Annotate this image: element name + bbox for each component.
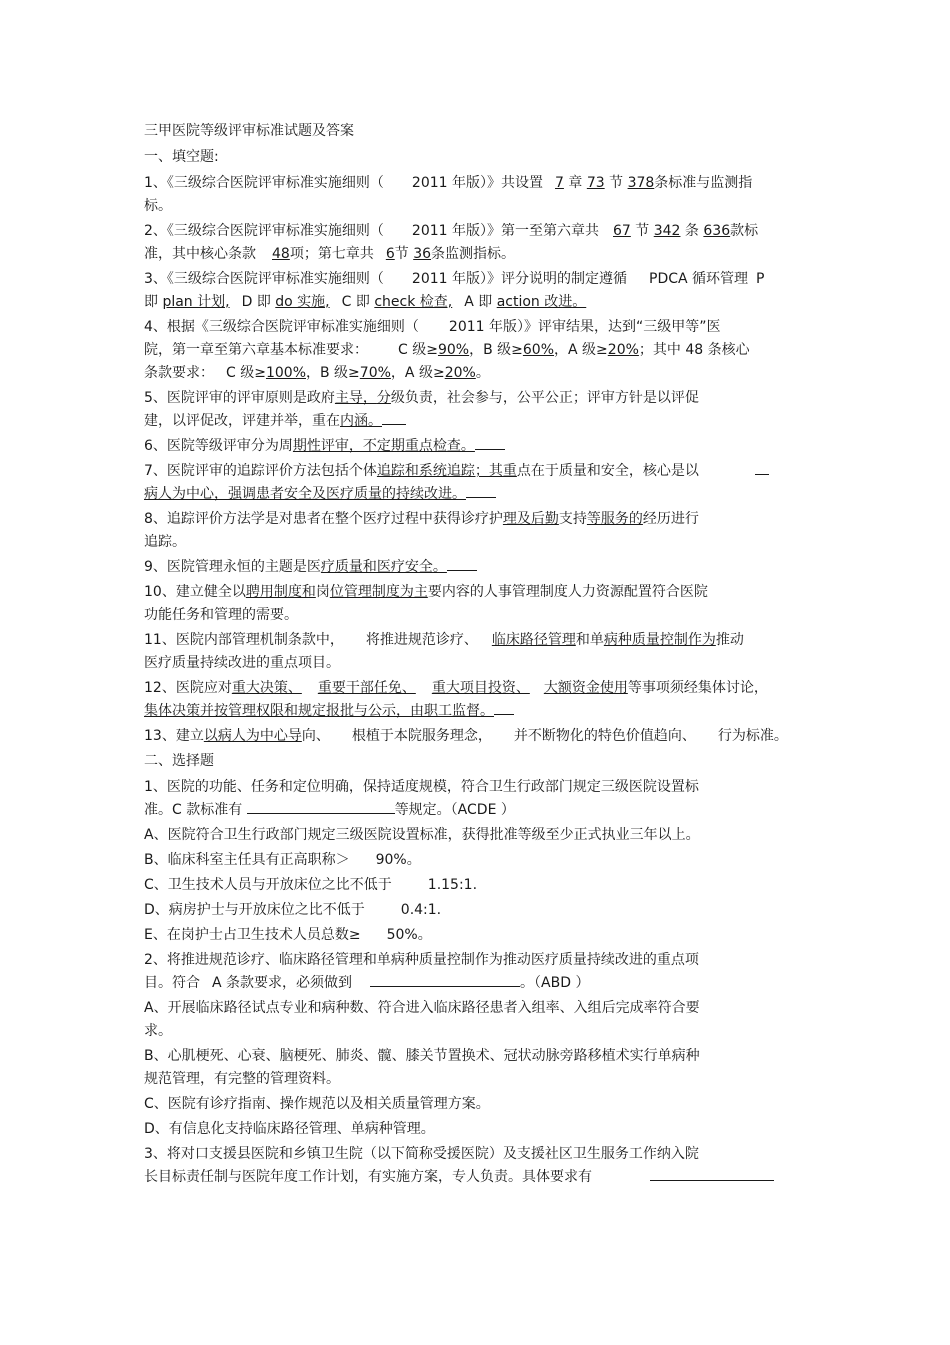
fill-question-1 bbox=[144, 172, 814, 218]
text-line: 8、追踪评价方法学是对患者在整个医疗过程中获得诊疗护理及后勤支持等服务的经历进行 bbox=[144, 511, 699, 527]
option-c: C、医院有诊疗指南、操作规范以及相关质量管理方案。 bbox=[144, 1096, 490, 1112]
section-choice-heading: 二、选择题 bbox=[144, 753, 214, 769]
text-line: 长目标责任制与医院年度工作计划，有实施方案，专人负责。具体要求有 bbox=[144, 1166, 814, 1189]
text-line: 即 plan 计划, D 即 do 实施, C 即 check 检查, A 即 action 改进。 bbox=[144, 294, 587, 310]
fill-question-6 bbox=[144, 435, 814, 458]
answer: 重要干部任免、 bbox=[317, 680, 416, 696]
answer: 内涵。 bbox=[340, 413, 382, 429]
answer: 342 bbox=[653, 223, 681, 239]
text-line: 1、医院的功能、任务和定位明确，保持适度规模，符合卫生行政部门规定三级医院设置标 bbox=[144, 779, 699, 795]
document-content bbox=[144, 120, 814, 1191]
text-line: 目。符合 A 条款要求，必须做到 。（ABD ） bbox=[144, 972, 814, 995]
text-line: 2、《三级综合医院评审标准实施细则（ 2011 年版）》第一至第六章共 67 节 342 条 636款标 bbox=[144, 223, 759, 239]
underline-blank bbox=[475, 435, 505, 450]
answer: 60% bbox=[522, 342, 555, 358]
option-a: A、开展临床路径试点专业和病种数、符合进入临床路径患者入组率、入组后完成率符合要 求。 bbox=[144, 1000, 700, 1039]
text-line bbox=[144, 700, 814, 723]
text-line: 6、医院等级评审分为周期性评审，不定期重点检查。 bbox=[144, 435, 814, 458]
answer: 重大项目投资、 bbox=[431, 680, 530, 696]
answer: 6 bbox=[385, 246, 395, 262]
underline-blank bbox=[755, 460, 769, 475]
text-line: 13、建立以病人为中心导向、 根植于本院服务理念， 并不断物化的特色价值趋向、 行为标准。 bbox=[144, 728, 788, 744]
answer: 重大决策、 bbox=[231, 680, 302, 696]
answer: 378 bbox=[627, 175, 655, 191]
answer: 636 bbox=[703, 223, 731, 239]
fill-question-5 bbox=[144, 387, 814, 433]
underline-blank bbox=[466, 483, 496, 498]
answer: 7 bbox=[555, 175, 564, 191]
choice-question-3 bbox=[144, 1143, 814, 1189]
fill-question-13 bbox=[144, 725, 814, 748]
text-line: 条款要求： C 级≥100%，B 级≥70%，A 级≥20%。 bbox=[144, 365, 490, 381]
answer: 70% bbox=[359, 365, 391, 381]
text-line: 2、将推进规范诊疗、临床路径管理和单病种质量控制作为推动医疗质量持续改进的重点项 bbox=[144, 952, 699, 968]
option-d: D、有信息化支持临床路径管理、单病种管理。 bbox=[144, 1121, 435, 1137]
document-title: 三甲医院等级评审标准试题及答案 bbox=[144, 123, 354, 139]
answer: 以病人为中心导 bbox=[203, 728, 302, 744]
section-fill-heading: 一、填空题: bbox=[144, 149, 219, 165]
fill-question-4 bbox=[144, 316, 814, 385]
answer: 病种质量控制作为 bbox=[603, 632, 716, 648]
option-d: D、病房护士与开放床位之比不低于 0.4:1. bbox=[144, 902, 442, 918]
answer: plan 计划, bbox=[162, 294, 230, 310]
answer: 疗质量和医疗安全。 bbox=[320, 559, 447, 575]
fill-question-2 bbox=[144, 220, 814, 266]
option-b: B、心肌梗死、心衰、脑梗死、肺炎、髋、膝关节置换术、冠状动脉旁路移植术实行单病种 规范管理，有完整的管理资料。 bbox=[144, 1048, 700, 1087]
option-b: B、临床科室主任具有正高职称＞ 90%。 bbox=[144, 852, 421, 868]
underline-blank bbox=[447, 556, 477, 571]
text-line: 3、将对口支援县医院和乡镇卫生院（以下简称受援医院）及支援社区卫生服务工作纳入院 bbox=[144, 1146, 699, 1162]
text-line: 7、医院评审的追踪评价方法包括个体追踪和系统追踪；其重点在于质量和安全，核心是以 bbox=[144, 460, 814, 483]
fill-question-10 bbox=[144, 581, 814, 627]
text-line: 建，以评促改，评建并举，重在内涵。 bbox=[144, 410, 814, 433]
answer: 48 bbox=[272, 246, 290, 262]
answer: 分 bbox=[376, 390, 391, 406]
text-line bbox=[144, 483, 814, 506]
answer: 73 bbox=[586, 175, 605, 191]
option-c: C、卫生技术人员与开放床位之比不低于 1.15:1. bbox=[144, 877, 478, 893]
text-line: 准。C 款标准有 等规定。（ACDE ） bbox=[144, 799, 814, 822]
answer: 20% bbox=[607, 342, 639, 358]
text-line: 3、《三级综合医院评审标准实施细则（ 2011 年版）》评分说明的制定遵循 PDCA 循环管理 P bbox=[144, 271, 765, 287]
text-line: 标。 bbox=[144, 198, 172, 214]
choice-question-1 bbox=[144, 776, 814, 822]
fill-question-11 bbox=[144, 629, 814, 675]
option-e: E、在岗护士占卫生技术人员总数≥ 50%。 bbox=[144, 927, 432, 943]
answer: check 检查, bbox=[374, 294, 453, 310]
answer: 病人为中心， bbox=[144, 486, 228, 502]
text-line: 1、《三级综合医院评审标准实施细则（ 2011 年版）》共设置 7 章 73 节 378条标准与监测指 bbox=[144, 175, 753, 191]
answer: 聘用制度和 bbox=[245, 584, 316, 600]
option-a: A、医院符合卫生行政部门规定三级医院设置标准，获得批准等级至少正式执业三年以上。 bbox=[144, 827, 700, 843]
fill-question-9 bbox=[144, 556, 814, 579]
answer-blank bbox=[247, 799, 395, 814]
choice-question-2 bbox=[144, 949, 814, 995]
fill-question-8 bbox=[144, 508, 814, 554]
text-line: 9、医院管理永恒的主题是医疗质量和医疗安全。 bbox=[144, 556, 814, 579]
answer: 20% bbox=[444, 365, 476, 381]
text-line: 院，第一章至第六章基本标准要求： C 级≥90%，B 级≥60%，A 级≥20%；其中 48 条核心 bbox=[144, 342, 750, 358]
underline-blank bbox=[494, 700, 514, 715]
answer: 主导， bbox=[334, 390, 377, 406]
answer: 100% bbox=[265, 365, 306, 381]
text-line: 11、医院内部管理机制条款中， 将推进规范诊疗、 临床路径管理和单病种质量控制作为推动 bbox=[144, 632, 744, 648]
answer: action 改进。 bbox=[496, 294, 587, 310]
answer: 强调患者安全及医疗质量的持续改进。 bbox=[228, 486, 466, 502]
fill-question-3 bbox=[144, 268, 814, 314]
answer-blank bbox=[370, 972, 520, 987]
answer: 临床路径管理 bbox=[491, 632, 576, 648]
text-line: 准，其中核心条款 48项；第七章共 6节 36条监测指标。 bbox=[144, 246, 516, 262]
answer: 大额资金使用 bbox=[543, 680, 628, 696]
text-line: 医疗质量持续改进的重点项目。 bbox=[144, 655, 340, 671]
answer: 集体决策并按管理权限和规定报批与公示，由职工监督。 bbox=[144, 703, 494, 719]
answer: 追踪和系统追踪；其重 bbox=[376, 463, 517, 479]
answer: 等服务的 bbox=[586, 511, 643, 527]
answer: 90% bbox=[437, 342, 470, 358]
answer-blank bbox=[650, 1166, 774, 1181]
text-line: 4、根据《三级综合医院评审标准实施细则（ 2011 年版）》评审结果，达到“三级甲等”医 bbox=[144, 319, 721, 335]
answer: do 实施, bbox=[275, 294, 330, 310]
text-line: 10、建立健全以聘用制度和岗位管理制度为主要内容的人事管理制度人力资源配置符合医院 bbox=[144, 584, 708, 600]
answer: 67 bbox=[613, 223, 631, 239]
fill-question-12 bbox=[144, 677, 814, 723]
text-line: 5、医院评审的评审原则是政府主导，分级负责，社会参与，公平公正；评审方针是以评促 bbox=[144, 390, 699, 406]
underline-blank bbox=[382, 410, 406, 425]
text-line: 追踪。 bbox=[144, 534, 186, 550]
fill-question-7 bbox=[144, 460, 814, 506]
answer: 36 bbox=[413, 246, 432, 262]
answer: 位管理制度为主 bbox=[329, 584, 428, 600]
text-line: 功能任务和管理的需要。 bbox=[144, 607, 298, 623]
answer: 期性评审，不定期重点检查。 bbox=[292, 438, 475, 454]
text-line: 12、医院应对重大决策、 重要干部任免、 重大项目投资、 大额资金使用等事项须经集体讨论， bbox=[144, 680, 768, 696]
answer: 理及后勤 bbox=[502, 511, 559, 527]
